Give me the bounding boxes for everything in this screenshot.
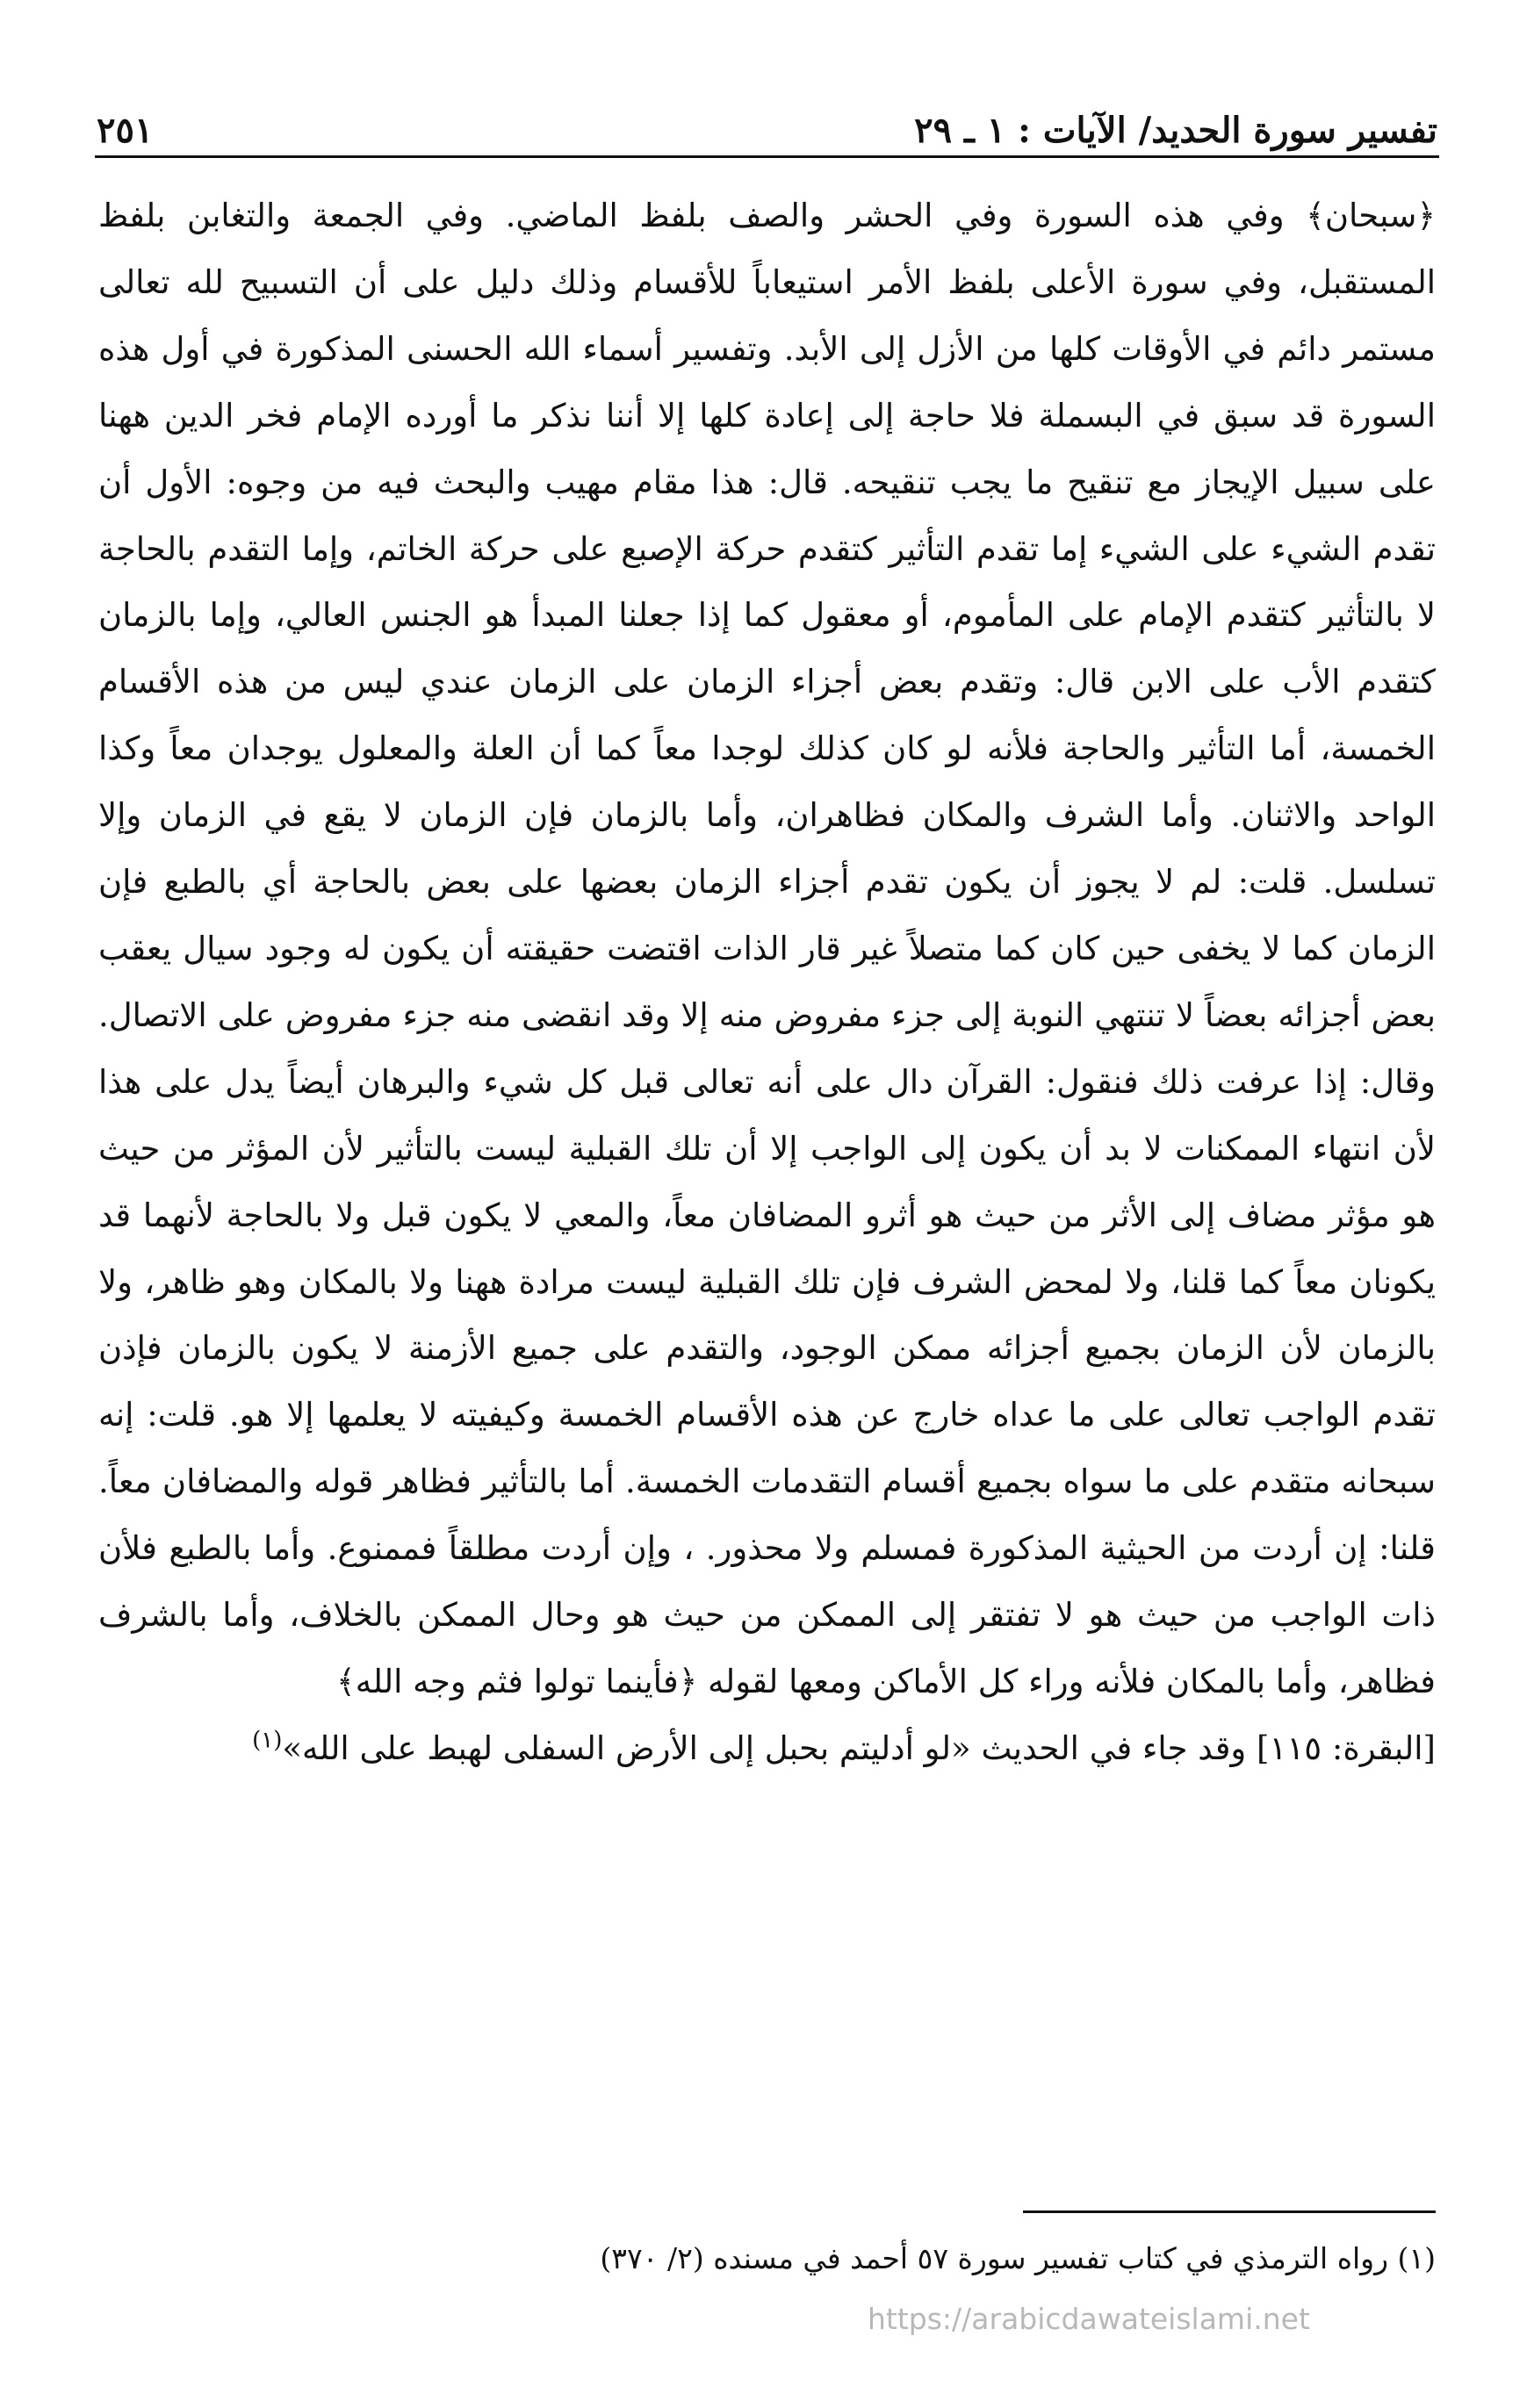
body-paragraph: ﴿سبحان﴾ وفي هذه السورة وفي الحشر والصف بلفظ الماضي. وفي الجمعة والتغابن بلفظ المستقبل، وفي سورة الأعلى بلفظ الأمر استيعاباً للأقسام وذلك دليل على أن التسبيح لله تعالى مستمر دائم في الأوقات كلها من الأزل إلى الأبد. وتفسير أسماء الله الحسنى المذكورة في أول هذه السورة قد سبق في البسملة فلا حاجة إلى إعادة كلها إلا أننا نذكر ما أورده الإمام فخر الدين ههنا على سبيل الإيجاز مع تنقيح ما يجب تنقيحه. قال: هذا مقام مهيب والبحث فيه من وجوه: الأول أن تقدم الشيء على الشيء إما تقدم التأثير كتقدم حركة الإصبع على حركة الخاتم، وإما التقدم بالحاجة لا بالتأثير كتقدم الإمام على المأموم، أو معقول كما إذا جعلنا المبدأ هو الجنس العالي، وإما بالزمان كتقدم الأب على الابن قال: وتقدم بعض أجزاء الزمان على الزمان عندي ليس من هذه الأقسام الخمسة، أما التأثير والحاجة فلأنه لو كان كذلك لوجدا معاً كما أن العلة والمعلول يوجدان معاً وكذا الواحد والاثنان. وأما الشرف والمكان فظاهران، وأما بالزمان فإن الزمان لا يقع في الزمان وإلا تسلسل. قلت: لم لا يجوز أن يكون تقدم أجزاء الزمان بعضها على بعض بالحاجة أي بالطبع فإن الزمان كما لا يخفى حين كان كما متصلاً غير قار الذات اقتضت حقيقته أن يكون له وجود سيال يعقب بعض أجزائه بعضاً لا تنتهي النوبة إلى جزء مفروض منه إلا وقد انقضى منه جزء مفروض على الاتصال. وقال: إذا عرفت ذلك فنقول: القرآن دال على أنه تعالى قبل كل شيء والبرهان أيضاً يدل على هذا لأن انتهاء الممكنات لا بد أن يكون إلى الواجب إلا أن تلك القبلية ليست بالتأثير لأن المؤثر من حيث هو مؤثر مضاف إلى الأثر من حيث هو أثرو المضافان معاً، والمعي لا يكون قبل ولا بالحاجة لأنهما قد يكونان معاً كما قلنا، ولا لمحض الشرف فإن تلك القبلية ليست مرادة ههنا ولا بالمكان وهو ظاهر، ولا بالزمان لأن الزمان بجميع أجزائه ممكن الوجود، والتقدم على جميع الأزمنة لا يكون بالزمان فإذن تقدم الواجب تعالى على ما عداه خارج عن هذه الأقسام الخمسة وكيفيته لا يعلمها إلا هو. قلت: إنه سبحانه متقدم على ما سواه بجميع أقسام التقدمات الخمسة. أما بالتأثير فظاهر قوله والمضافان معاً. قلنا: إن أردت من الحيثية المذكورة فمسلم ولا محذور. ، وإن أردت مطلقاً فممنوع. وأما بالطبع فلأن ذات الواجب من حيث هو لا تفتقر إلى الممكن من حيث هو وحال الممكن بالخلاف، وأما بالشرف فظاهر، وأما بالمكان فلأنه وراء كل الأماكن ومعها لقوله ﴿فأينما تولوا فثم وجه الله﴾ — [98, 197, 1436, 1700]
body-last-line — [98, 1715, 1436, 1782]
footnote: (١) رواه الترمذي في كتاب تفسير سورة ٥٧ أحمد في مسنده (٢/ ٣٧٠) — [600, 2241, 1436, 2275]
watermark-url: https://arabicdawateislami.net — [868, 2302, 1310, 2336]
header-rule — [95, 155, 1439, 158]
main-text — [98, 183, 1436, 1782]
footnote-marker: (١) — [252, 1727, 283, 1754]
last-line-text: [البقرة: ١١٥] وقد جاء في الحديث «لو أدليتم بحبل إلى الأرض السفلى لهبط على الله» — [282, 1729, 1436, 1767]
header-title: تفسير سورة الحديد/ الآيات : ١ ـ ٢٩ — [914, 110, 1437, 151]
page-number: ٢٥١ — [97, 110, 154, 151]
running-header — [97, 98, 1437, 151]
footnote-rule — [1023, 2210, 1436, 2213]
